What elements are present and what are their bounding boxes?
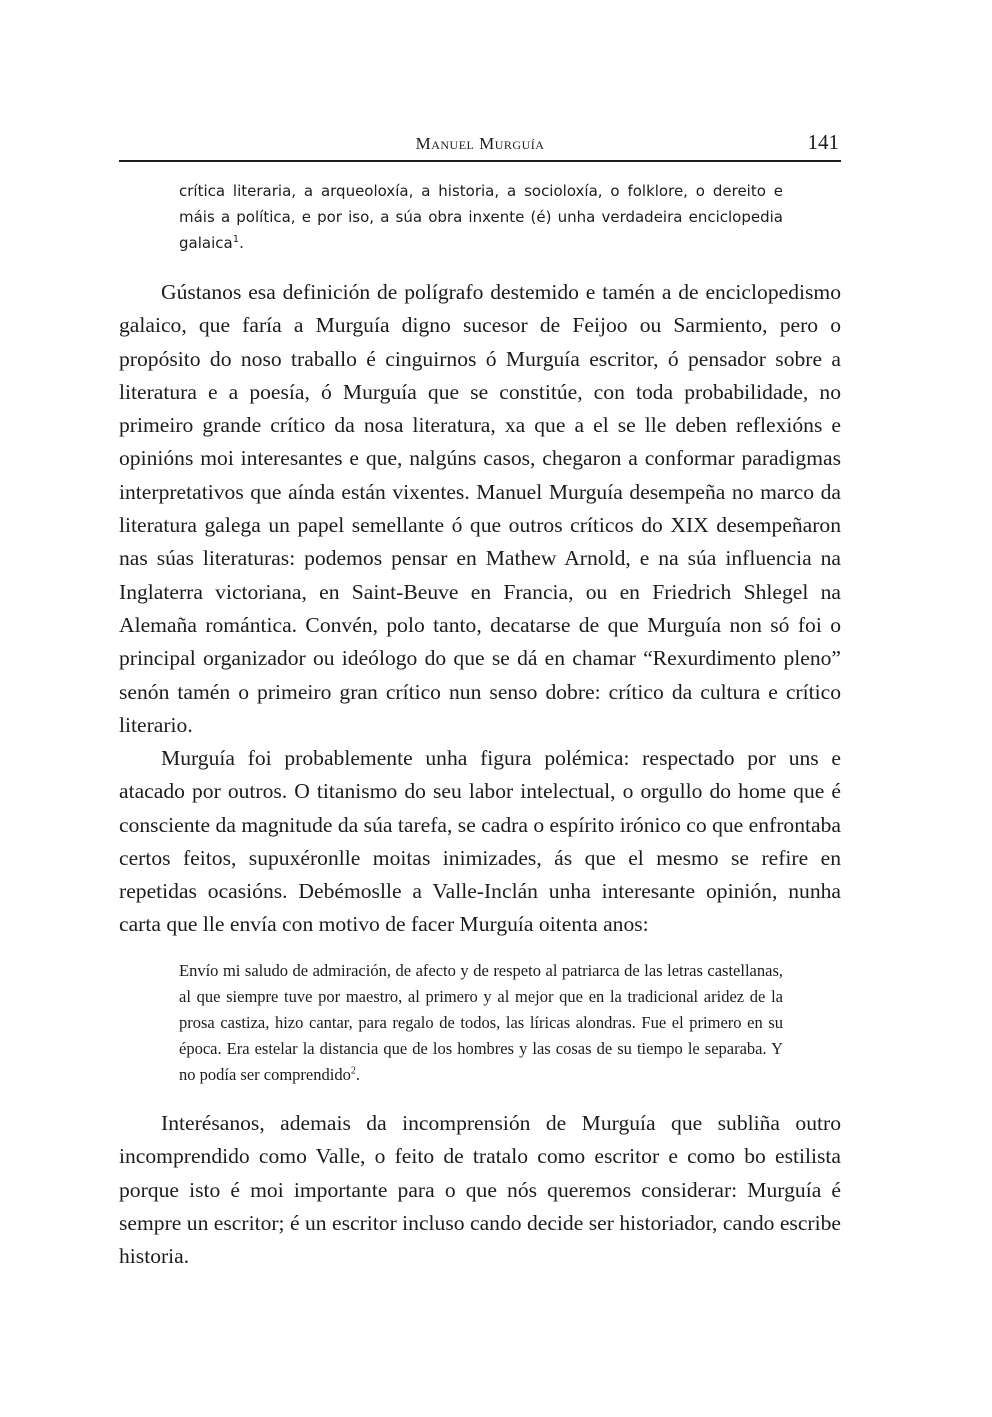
running-head: Manuel Murguía <box>415 134 545 153</box>
page-number: 141 <box>807 130 839 154</box>
page-header <box>119 128 841 162</box>
block-quote-top <box>179 178 783 256</box>
body-paragraph: Gústanos esa definición de polígrafo destemido e tamén a de enciclopedismo galaico, que faría a Murguía digno sucesor de Feijoo ou Sarmiento, pero o propósito do noso traballo é cinguirnos ó Murguía escritor, ó pensador sobre a literatura e a poesía, ó Murguía que se constitúe, con toda probabilidade, no primeiro grande crítico da nosa literatura, xa que a el se lle deben reflexións e opinións moi interesantes e que, nalgúns casos, chegaron a conformar paradigmas interpretativos que aínda están vixentes. Manuel Murguía desempeña no marco da literatura galega un papel semellante ó que outros críticos do XIX desempeñaron nas súas literaturas: podemos pensar en Mathew Arnold, e na súa influencia na Inglaterra victoriana, en Saint-Beuve en Francia, ou en Friedrich Shlegel na Alemaña romántica. Convén, polo tanto, decatarse de que Murguía non só foi o principal organizador ou ideólogo do que se dá en chamar “Rexurdimento pleno” senón tamén o primeiro gran crítico nun senso dobre: crítico da cultura e crítico literario. <box>119 280 841 737</box>
block-quote-top-text: crítica literaria, a arqueoloxía, a historia, a socioloxía, o folklore, o dereito e máis a política, e por iso, a súa obra inxente (é) unha verdadeira enciclopedia galaica <box>179 182 783 252</box>
block-quote-valle-text: Envío mi saludo de admiración, de afecto y de respeto al patriarca de las letras castellanas, al que siempre tuve por maestro, al primero y al mejor que en la tradicional aridez de la prosa castiza, hizo cantar, para regalo de todos, las líricas alondras. Fue el primero en su época. Era estelar la distancia que de los hombres y las cosas de su tiempo le separaba. Y no podía ser comprendido <box>179 961 783 1084</box>
body-paragraph: Murguía foi probablemente unha figura polémica: respectado por uns e atacado por outros. O titanismo do seu labor intelectual, o orgullo do home que é consciente da magnitude da súa tarefa, se cadra o espírito irónico co que enfrontaba certos feitos, supuxéronlle moitas inimizades, ás que el mesmo se refire en repetidas ocasións. Debémoslle a Valle-Inclán unha interesante opinión, nunha carta que lle envía con motivo de facer Murguía oitenta anos: <box>119 746 841 937</box>
block-quote-valle-end: . <box>355 1065 360 1084</box>
block-quote-top-end: . <box>239 234 244 252</box>
footnote-ref-2: 2 <box>350 1065 356 1077</box>
body-paragraph: Interésanos, ademais da incomprensión de Murguía que subliña outro incomprendido como Valle, o feito de tratalo como escritor e como bo estilista porque isto é moi importante para o que nós queremos considerar: Murguía é sempre un escritor; é un escritor incluso cando decide ser historiador, cando escribe historia. <box>119 1111 841 1269</box>
footnote-ref-1: 1 <box>232 234 240 245</box>
block-quote-valle <box>179 958 783 1088</box>
